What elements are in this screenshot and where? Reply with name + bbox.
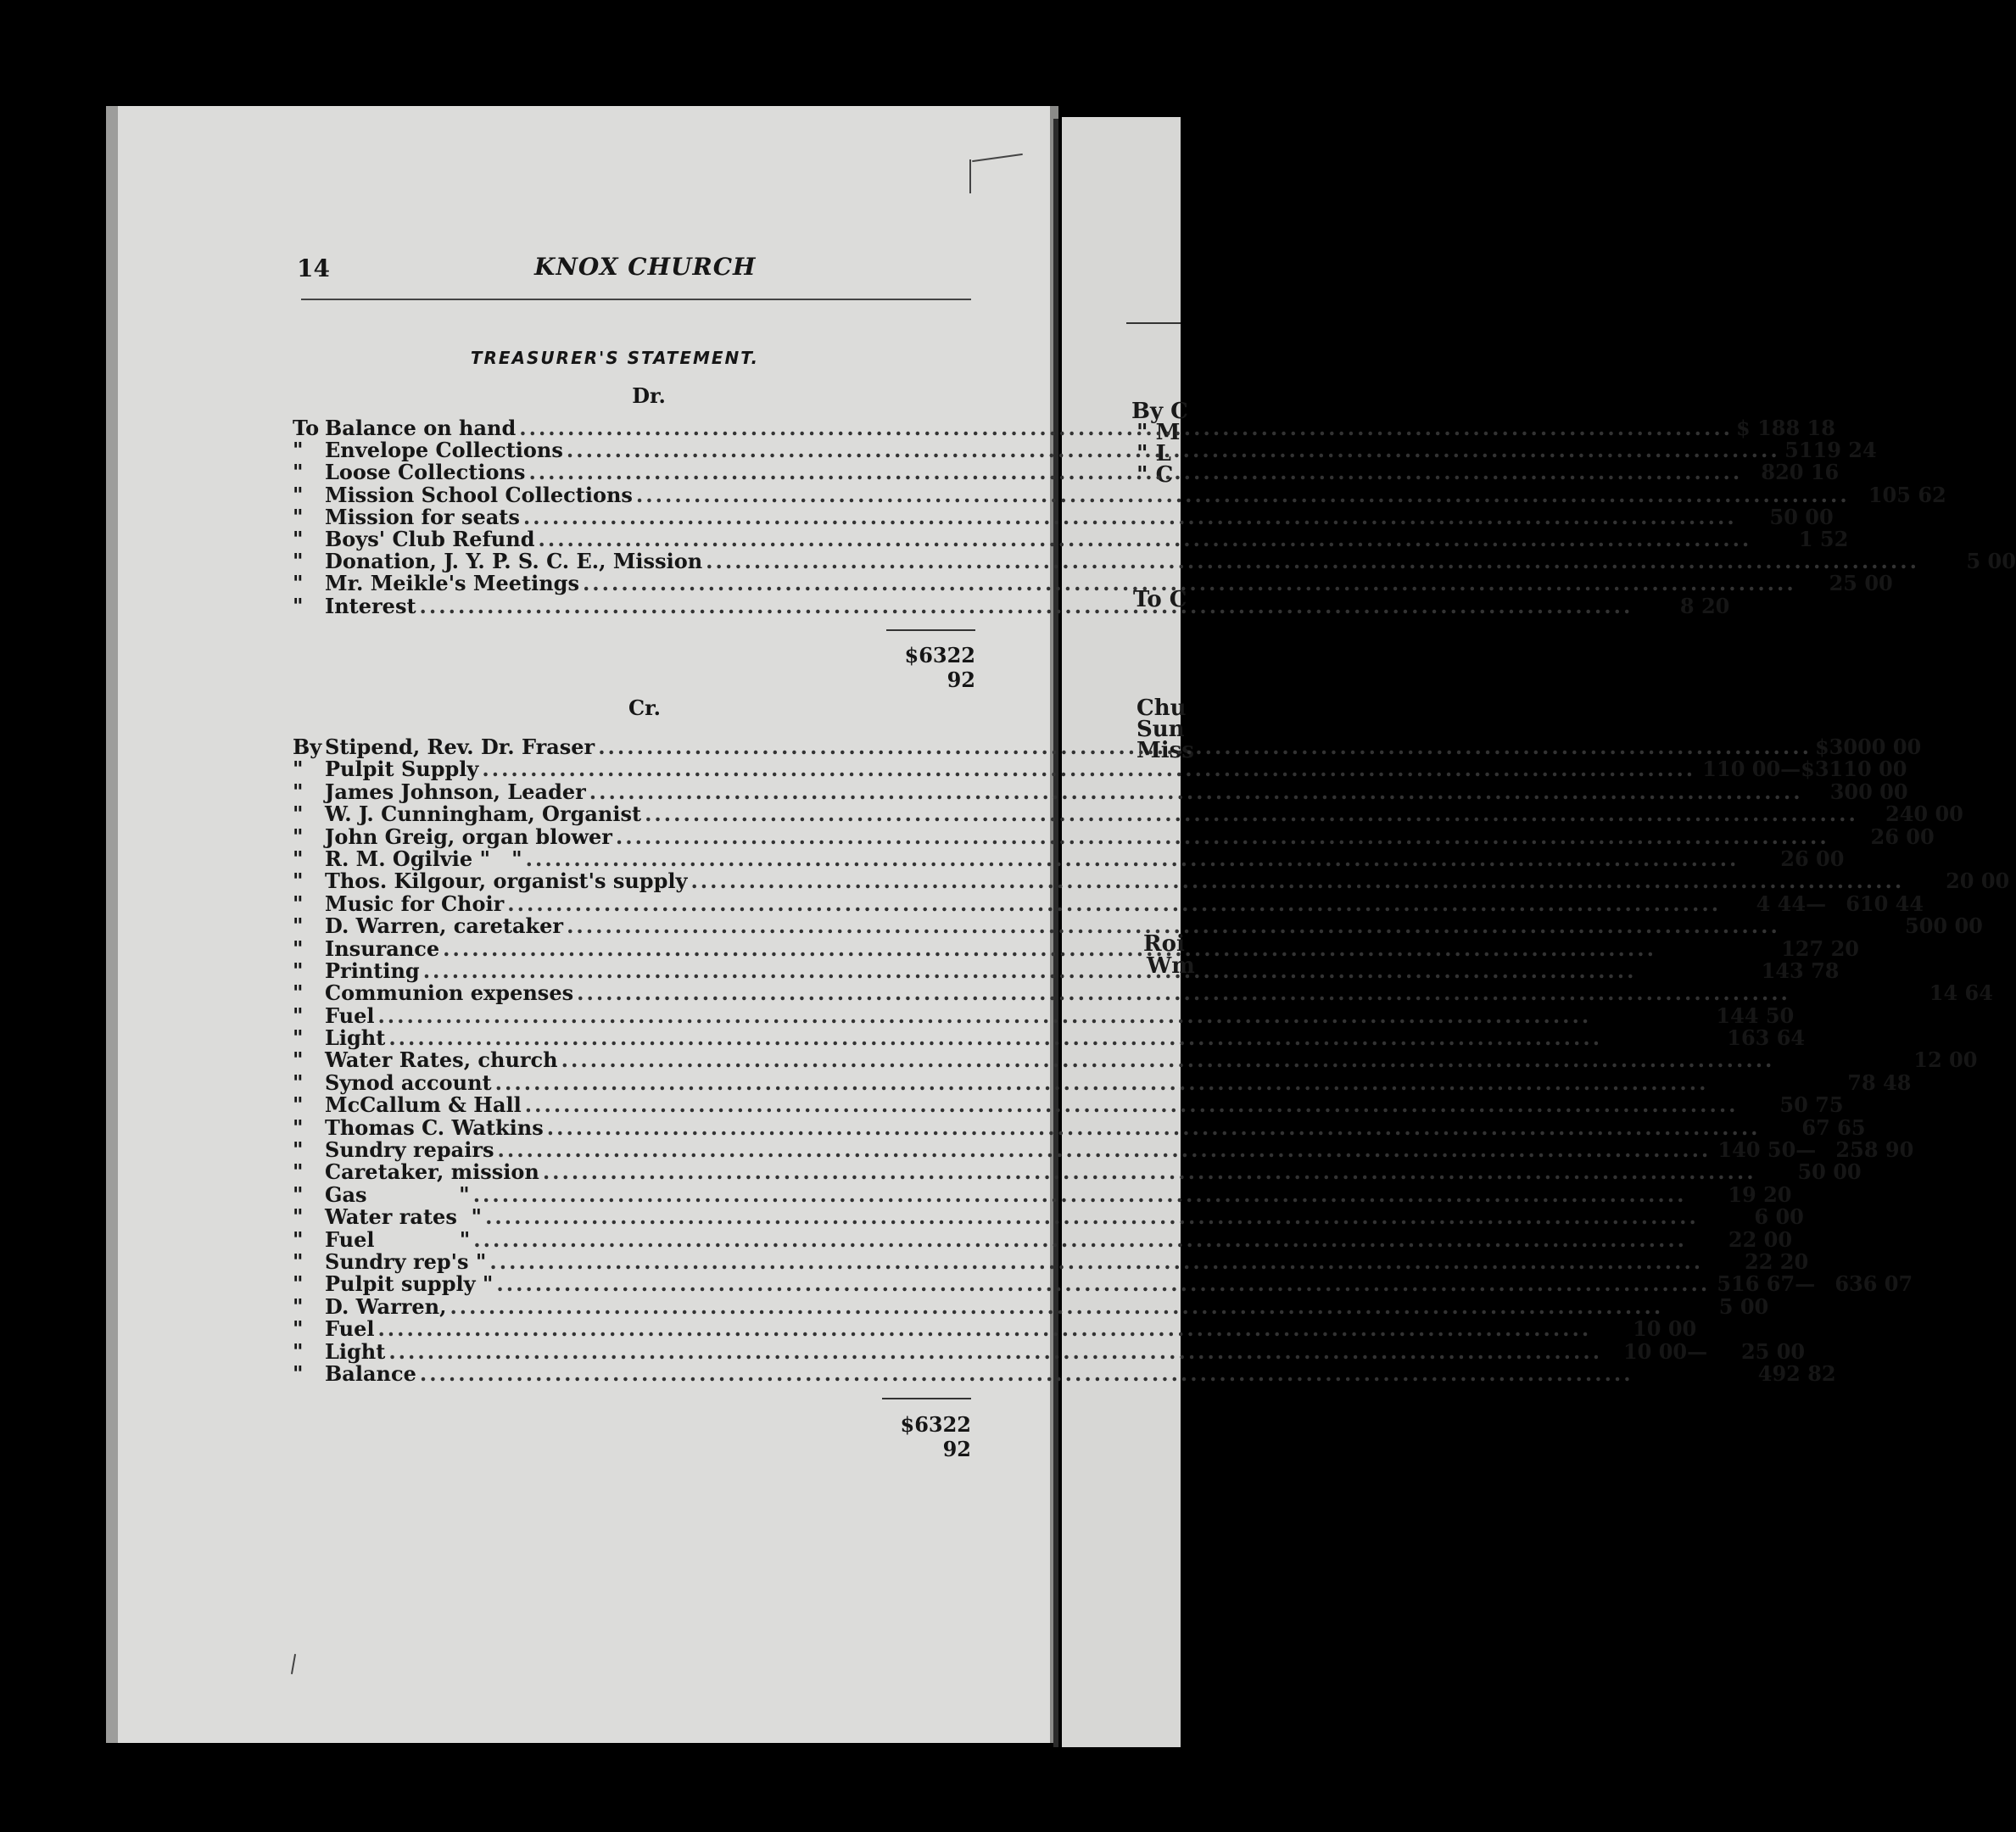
row-label: Light (325, 1025, 386, 1051)
row-prefix: " (293, 1226, 304, 1252)
row-amount-inner: 110 00— (1702, 757, 1801, 782)
row-prefix: " (293, 1316, 304, 1342)
ledger-row (293, 1226, 1793, 1252)
ledger-row (293, 869, 2010, 894)
row-prefix: " (293, 1025, 304, 1051)
ledger-row (293, 1092, 1844, 1118)
leader-dots (388, 1025, 1602, 1050)
ledger-row (293, 482, 1946, 507)
leader-dots (496, 1271, 1710, 1296)
row-label: D. Warren, caretaker (325, 913, 564, 939)
row-prefix: " (293, 593, 304, 618)
facing-rule (1126, 322, 1181, 324)
row-prefix: " (293, 460, 304, 485)
row-amount-outer: 78 48 (1847, 1070, 1912, 1095)
row-amount-outer: 610 44 (1846, 891, 1924, 916)
row-label: Boys' Club Refund (325, 526, 535, 551)
row-label: Mission School Collections (325, 482, 633, 507)
row-label: John Greig, organ blower (325, 824, 612, 849)
row-amount-inner: 26 00 (1780, 846, 1845, 871)
ledger-row (293, 416, 1835, 440)
debit-total: $6322 92 (904, 643, 975, 692)
row-label: Fuel (325, 1316, 375, 1342)
leader-dots (538, 527, 1751, 551)
row-prefix: " (293, 1114, 304, 1140)
leader-dots (377, 1003, 1591, 1028)
row-label: Loose Collections (325, 460, 526, 485)
row-label: Mr. Meikle's Meetings (325, 571, 579, 596)
row-label: McCallum & Hall (325, 1092, 522, 1118)
facing-fragment: " C (1136, 462, 1174, 488)
debit-heading: Dr. (632, 383, 666, 408)
leader-dots (567, 438, 1780, 462)
row-label: D. Warren, (325, 1293, 447, 1319)
leader-dots (528, 460, 1742, 484)
row-label: Fuel " (325, 1226, 471, 1252)
leader-dots (547, 1115, 1761, 1140)
ledger-row (293, 824, 1935, 849)
row-label: Mission for seats (325, 504, 520, 529)
row-prefix: " (293, 802, 304, 827)
facing-fragment: " M (1136, 420, 1181, 445)
row-label: Pulpit Supply (325, 757, 479, 782)
row-prefix: " (293, 891, 304, 916)
leader-dots (577, 980, 1790, 1005)
leader-dots (450, 1294, 1663, 1319)
row-label: Fuel (325, 1003, 375, 1028)
row-prefix: " (293, 526, 304, 551)
row-prefix: " (293, 482, 304, 507)
leader-dots (567, 913, 1780, 938)
facing-fragment: To C (1133, 587, 1187, 612)
leader-dots (482, 757, 1695, 781)
ledger-row (293, 1360, 1836, 1386)
row-prefix: " (293, 846, 304, 871)
leader-dots (636, 483, 1850, 507)
row-prefix: " (293, 1360, 304, 1386)
leader-dots (388, 1339, 1602, 1364)
ledger-row (293, 913, 1983, 939)
leader-dots (489, 1249, 1703, 1274)
leader-dots (583, 571, 1796, 595)
facing-fragment: " L (1136, 441, 1171, 466)
facing-fragment: Sun (1136, 717, 1185, 742)
ledger-row (293, 460, 1840, 485)
row-amount-outer: 492 82 (1757, 1360, 1836, 1386)
ledger-row (293, 438, 1877, 463)
row-prefix: " (293, 958, 304, 983)
row-amount: 1 52 (1798, 526, 1849, 551)
ledger-row (293, 1137, 1914, 1163)
leader-dots (519, 416, 1733, 440)
row-amount-inner: 300 00 (1829, 779, 1908, 804)
leader-dots (543, 1159, 1756, 1184)
row-label: Insurance (325, 936, 440, 961)
row-prefix: " (293, 1293, 304, 1319)
ledger-row (293, 891, 1924, 916)
row-prefix: " (293, 913, 304, 939)
row-label: Synod account (325, 1070, 492, 1095)
row-prefix: " (293, 1137, 304, 1163)
row-prefix: " (293, 549, 304, 574)
ledger-row (293, 1025, 1806, 1051)
row-label: Music for Choir (325, 891, 505, 916)
ledger-row (293, 1248, 1809, 1274)
ledger-row (293, 980, 1993, 1006)
row-label: Communion expenses (325, 980, 574, 1006)
ledger-row (293, 1181, 1792, 1207)
running-title: KNOX CHURCH (534, 253, 757, 281)
row-label: Water rates " (325, 1204, 483, 1230)
ledger-row (293, 526, 1849, 551)
row-prefix: " (293, 1271, 304, 1297)
leader-dots (497, 1137, 1711, 1162)
facing-fragment: By C (1131, 399, 1188, 424)
leader-dots (526, 846, 1740, 871)
row-amount: 5 00 (1966, 549, 2016, 574)
row-amount-inner: 5 00 (1718, 1293, 1769, 1319)
row-prefix: " (293, 1181, 304, 1207)
row-label: Interest (325, 593, 416, 618)
row-prefix: By (293, 734, 322, 759)
page-number: 14 (297, 254, 330, 282)
ledger-row (293, 1003, 1795, 1028)
leader-dots (525, 1092, 1739, 1117)
row-amount: 8 20 (1679, 593, 1730, 618)
facing-fragment: Wm (1147, 953, 1195, 979)
ledger-row (293, 1204, 1804, 1230)
row-amount-inner: 6 00 (1754, 1204, 1804, 1230)
row-amount: 25 00 (1829, 571, 1893, 596)
row-amount-outer: 636 07 (1835, 1271, 1913, 1297)
row-amount: 50 00 (1769, 504, 1834, 529)
credit-total: $6322 92 (900, 1412, 971, 1461)
row-label: Thomas C. Watkins (325, 1114, 544, 1140)
ledger-row (293, 779, 1908, 804)
leader-dots (473, 1227, 1687, 1252)
leader-dots (473, 1182, 1687, 1207)
ledger-row (293, 571, 1893, 596)
row-label: Thos. Kilgour, organist's supply (325, 869, 688, 894)
row-label: James Johnson, Leader (325, 779, 586, 804)
row-prefix: " (293, 1159, 304, 1185)
row-amount-inner: 22 20 (1745, 1248, 1809, 1274)
ledger-row (293, 1070, 1912, 1095)
leader-dots (706, 549, 1919, 573)
row-amount-outer: 25 00 (1740, 1338, 1806, 1364)
row-amount-outer: 144 50 (1716, 1003, 1795, 1028)
ledger-row (293, 1338, 1806, 1364)
row-amount-inner: $3000 00 (1814, 734, 1922, 759)
ledger-row (293, 802, 1963, 827)
row-amount-inner: 20 00 (1946, 869, 2010, 894)
row-amount-outer: 143 78 (1761, 958, 1840, 983)
row-label: R. M. Ogilvie " " (325, 846, 522, 871)
debit-total-rule (886, 629, 975, 631)
statement-title: TREASURER'S STATEMENT. (470, 348, 760, 368)
row-label: Balance (325, 1360, 416, 1386)
row-amount-inner: 67 65 (1801, 1114, 1866, 1140)
row-label: W. J. Cunningham, Organist (325, 802, 642, 827)
row-label: Water Rates, church (325, 1047, 558, 1073)
row-label: Pulpit supply " (325, 1271, 494, 1297)
row-label: Donation, J. Y. P. S. C. E., Mission (325, 549, 703, 574)
row-amount: $ 188 18 (1736, 416, 1835, 440)
leader-dots (523, 505, 1737, 529)
leader-dots (377, 1316, 1591, 1341)
row-prefix: " (293, 571, 304, 596)
row-prefix: " (293, 869, 304, 894)
row-amount-inner: 140 50— (1717, 1137, 1817, 1163)
row-label: Printing (325, 958, 420, 983)
ledger-row (293, 1047, 1978, 1073)
row-prefix: " (293, 1204, 304, 1230)
facing-fragment: Miss (1136, 738, 1194, 763)
leader-dots (645, 802, 1858, 826)
credit-total-rule (882, 1398, 971, 1399)
row-amount-outer: 163 64 (1727, 1025, 1806, 1051)
row-prefix: To (293, 416, 320, 440)
leader-dots (485, 1204, 1699, 1229)
row-label: Sundry rep's " (325, 1248, 487, 1274)
row-amount-inner: 50 75 (1779, 1092, 1844, 1118)
ledger-row (293, 1159, 1862, 1185)
facing-fragment: Roi (1143, 931, 1185, 957)
row-prefix: " (293, 779, 304, 804)
leader-dots (420, 1361, 1633, 1386)
leader-dots (423, 958, 1637, 983)
row-amount-inner: 516 67— (1717, 1271, 1816, 1297)
row-amount-inner: 4 44— (1756, 891, 1827, 916)
ledger-row (293, 504, 1834, 529)
row-prefix: " (293, 1248, 304, 1274)
row-prefix: " (293, 504, 304, 529)
row-prefix: " (293, 980, 304, 1006)
row-label: Light (325, 1338, 386, 1364)
row-label: Sundry repairs (325, 1137, 494, 1163)
credit-heading: Cr. (628, 695, 661, 720)
facing-fragment: Chu (1136, 695, 1187, 721)
row-prefix: " (293, 1003, 304, 1028)
row-amount-outer: 12 00 (1913, 1047, 1978, 1073)
row-amount-inner: 240 00 (1885, 802, 1963, 827)
row-amount-outer: $3110 00 (1801, 757, 1907, 782)
row-prefix: " (293, 1047, 304, 1073)
row-prefix: " (293, 438, 304, 463)
row-label: Stipend, Rev. Dr. Fraser (325, 734, 595, 759)
row-amount-inner: 50 00 (1797, 1159, 1862, 1185)
ledger-row (293, 1271, 1913, 1297)
row-amount-outer: 14 64 (1929, 980, 1993, 1006)
row-label: Envelope Collections (325, 438, 563, 463)
row-prefix: " (293, 1338, 304, 1364)
row-amount-inner: 10 00— (1622, 1338, 1708, 1364)
ledger-row (293, 549, 2016, 574)
row-prefix: " (293, 1092, 304, 1118)
row-prefix: " (293, 757, 304, 782)
row-amount: 105 62 (1868, 482, 1946, 507)
ledger-row (293, 1316, 1697, 1342)
ledger-row (293, 1114, 1866, 1140)
leader-dots (443, 936, 1656, 961)
row-amount-inner: 19 20 (1728, 1181, 1792, 1207)
row-amount: 820 16 (1761, 460, 1840, 485)
print-mark (969, 159, 971, 193)
row-amount-inner: 22 00 (1728, 1226, 1793, 1252)
row-amount: 5119 24 (1784, 438, 1877, 463)
row-amount-outer: 127 20 (1781, 936, 1859, 961)
header-rule (301, 299, 971, 300)
row-prefix: " (293, 936, 304, 961)
leader-dots (561, 1047, 1775, 1072)
row-amount-outer: 258 90 (1835, 1137, 1914, 1163)
row-amount-inner: 26 00 (1870, 824, 1935, 849)
leader-dots (690, 869, 1904, 893)
leader-dots (495, 1070, 1709, 1095)
row-label: Caretaker, mission (325, 1159, 539, 1185)
leader-dots (616, 824, 1829, 849)
leader-dots (420, 594, 1633, 618)
row-prefix: " (293, 824, 304, 849)
leader-dots (598, 734, 1812, 759)
row-prefix: " (293, 1070, 304, 1095)
ledger-row (293, 846, 1845, 871)
row-amount-outer: 500 00 (1905, 913, 1983, 939)
leader-dots (507, 891, 1721, 916)
ledger-row (293, 1293, 1769, 1319)
row-label: Gas " (325, 1181, 470, 1207)
leader-dots (589, 779, 1803, 804)
row-amount-inner: 10 00 (1633, 1316, 1697, 1342)
ledger-row (293, 757, 1907, 782)
row-label: Balance on hand (325, 416, 517, 440)
